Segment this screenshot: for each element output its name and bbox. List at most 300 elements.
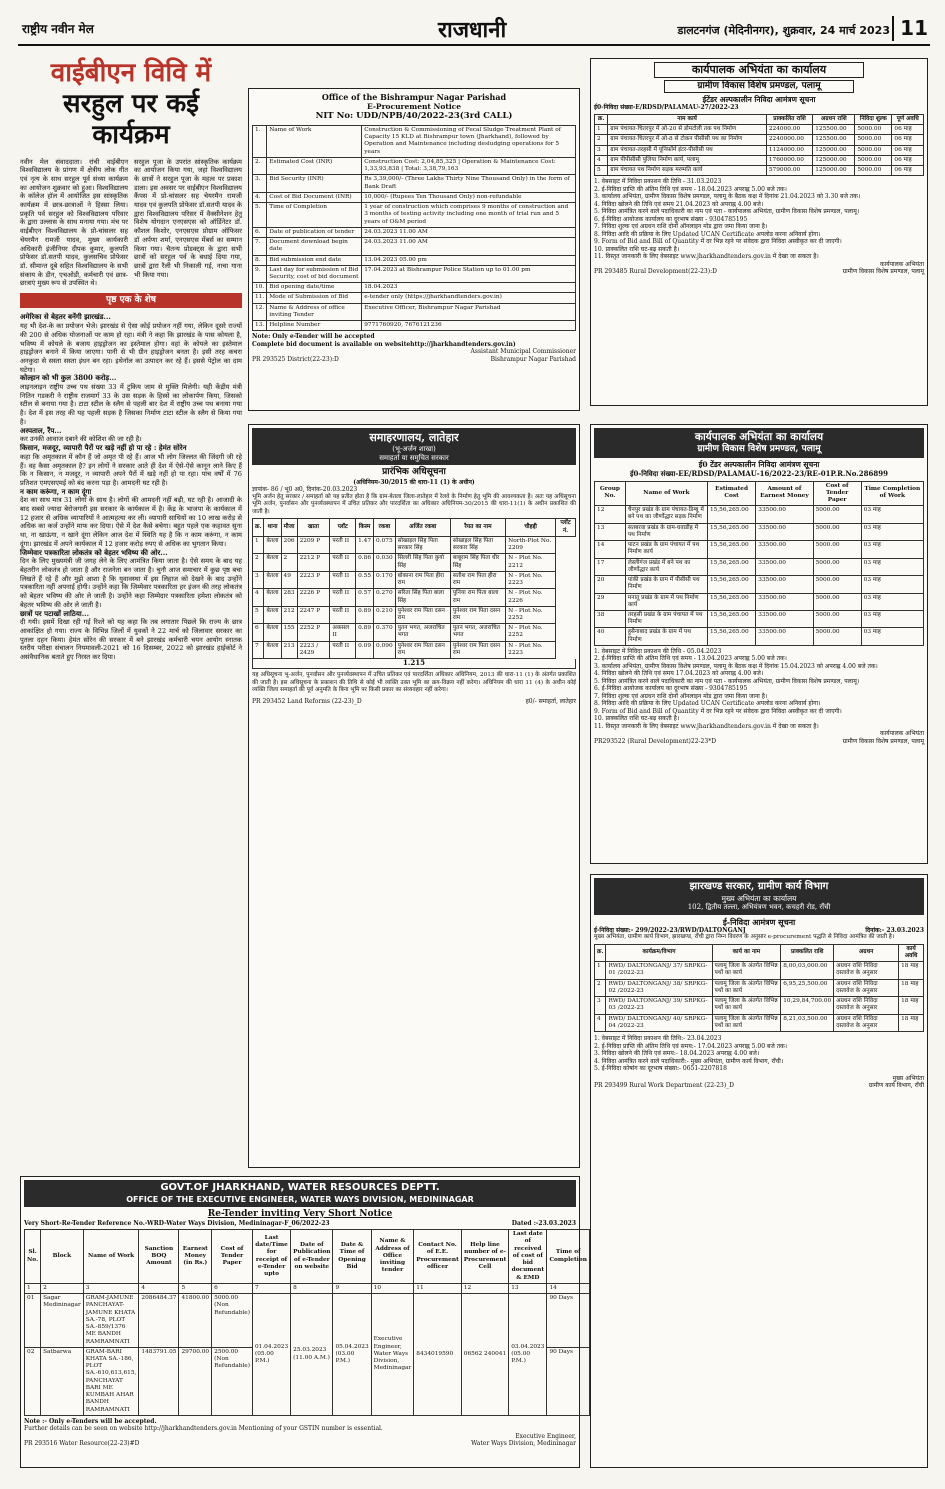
table-cell: 8,21,03,500.00 — [781, 1014, 834, 1031]
table-row — [595, 1014, 924, 1031]
row-label: Helpline Number — [267, 321, 362, 331]
exec1-ref: ई0-निविदा संख्या-E/RDSD/PALAMAU-27/2022-23 — [594, 104, 739, 112]
note-item: 4. निविदा खोलने की तिथि एवं समय 17.04.2023 को अपराह्न 4.00 बजे। — [594, 670, 764, 678]
table-cell: 0.57 — [356, 589, 374, 606]
shared-cell: 8434019590 — [414, 1294, 461, 1416]
table-row — [595, 135, 924, 145]
latehar-notice-title: प्रारंभिक अधिसूचना — [382, 467, 446, 478]
table-row — [253, 536, 576, 553]
exec2-header — [594, 428, 924, 458]
column-header: Date of Publication of e-Tender on website — [291, 1230, 333, 1284]
column-number: 12 — [461, 1283, 508, 1293]
bishrampur-subtitle: E-Procurement Notice — [366, 102, 462, 111]
table-cell: RWD/ DALTONGANJ/ 37/ SRPKG-01 /2022-23 — [606, 962, 712, 979]
table-cell: 18 माह — [899, 997, 924, 1014]
table-cell: 6 — [253, 624, 264, 641]
column-header: Last date of received of cost of bid document & EMD — [509, 1230, 547, 1284]
table-cell: 90 Days — [547, 1294, 590, 1348]
table-cell: 5000.00 — [813, 628, 861, 645]
table-cell: 3 — [595, 997, 606, 1014]
table-cell: 0.030 — [374, 554, 396, 571]
note-item: 11. विस्तृत जानकारी के लिए वेबसाइट www.jharkhandtenders.gov.in में देखा जा सकता है। — [594, 722, 819, 730]
table-cell: बोकाना राम पिता हीरा राम — [395, 571, 450, 588]
note-item: 4. निविदा आमंत्रित करने वाले पदाधिकारी:- मुख्य अभियंता, ग्रामीण कार्य विभाग, राँची। — [594, 1057, 784, 1065]
rural-ref-line — [594, 927, 924, 935]
table-cell: 0.370 — [374, 624, 396, 641]
table-cell: बाबूराम सिंह पिता धीर सिंह — [450, 554, 505, 571]
note-item: 5. निविदा आमंत्रित करने वाले पदाधिकारी का नाम एवं पता - कार्यपालक अभियंता, ग्रामीण विकास विशेष प्रमण्डल, पलामू। — [594, 208, 860, 216]
table-cell: 1124000.00 — [766, 145, 812, 155]
table-cell: पुनेश्वर राम पिता दसन राम — [450, 606, 505, 623]
table-cell: 2212 P — [297, 554, 330, 571]
rural-sub-1: मुख्य अभियंता का कार्यालय — [721, 893, 797, 903]
note-item: 9. Form of Bid and Bill of Quantity में दर भिन्न रहने पर संवेदक द्वारा निविदा अस्वीकृत कर दी जाएगी। — [594, 707, 842, 715]
table-cell: 06 माह — [892, 125, 924, 135]
paragraph-2: लाइनलाइन राष्ट्रीय उच्च पथ संख्या 33 में टुकिय जाम से मुक्ति मिलेगी। यही केंद्रीय मंत्री नितिन गडकरी ने राष्ट्रीय राजमार्ग 33 के उस सड़क के हिस्से का लोकार्पण किया, जिसको स्टील से बनाया गया है। टाटा स्टील के स्लैग से पहली बार देश में राष्ट्रीय उच्च पथ बनाया गया है। देश में इस तरह की यह पहली सड़क है जिसका निर्माण टाटा स्टील के स्लैग से किया गया है। — [20, 383, 242, 426]
row-value: 18.04.2023 — [362, 283, 576, 293]
table-row — [253, 283, 576, 293]
table-cell: 5000.00 — [813, 523, 861, 540]
table-row — [595, 593, 924, 610]
exec2-sign-1: कार्यपालक अभियंता — [880, 730, 924, 738]
row-label: Cost of Bid Document (INR) — [267, 192, 362, 202]
table-cell: 1 — [595, 962, 606, 979]
table-cell: 33500.00 — [756, 506, 813, 523]
table-cell: 2226 P — [297, 589, 330, 606]
table-cell: 15,56,265.00 — [707, 593, 755, 610]
table-cell: 33500.00 — [756, 541, 813, 558]
exec2-subtitle: ग्रामीण विकास विशेष प्रमण्डल, पलामू — [697, 444, 821, 455]
row-number: 5. — [253, 203, 267, 228]
table-cell: 283 — [281, 589, 297, 606]
table-cell: 20 — [595, 576, 626, 593]
bishrampur-footer — [252, 356, 576, 364]
table-cell: 2252 P — [297, 624, 330, 641]
note-item: 7. निविदा शुल्क एवं अग्रधन राशि दोनों ऑनलाइन मोड द्वारा जमा किया जाना है। — [594, 692, 768, 700]
table-cell: 18 माह — [899, 979, 924, 996]
column-header: Earnest Money (in Rs.) — [179, 1230, 212, 1284]
table-cell: 5000.00 — [855, 135, 892, 145]
column-header: प्लॉट — [330, 519, 356, 536]
table-cell: 33500.00 — [756, 593, 813, 610]
table-cell: पुतन भगत, अजराचित भगत — [395, 624, 450, 641]
column-number: 10 — [371, 1283, 414, 1293]
column-header: अग्रधन राशि — [813, 114, 855, 124]
table-cell: North-Plot No. 2209 — [506, 536, 556, 553]
table-cell: पाटन प्रखंड के ग्राम पंचायत में पथ निर्माण कार्य — [625, 541, 707, 558]
table-cell: 29700.00 — [179, 1347, 212, 1415]
rural-ref: ई-निविदा संख्या:- 299/2022-23/RWD/DALTONGANJ — [594, 926, 746, 934]
table-row — [253, 175, 576, 192]
water-ref-line — [24, 1220, 576, 1228]
table-cell: N - Plot No. 2226 — [506, 589, 556, 606]
table-cell: 90 Days — [547, 1347, 590, 1415]
table-row — [595, 628, 924, 645]
column-header: नाम कार्य — [608, 114, 767, 124]
latehar-ref: ज्ञापांक- 86 / भू0 अ0, दिनांक-20.03.2023 — [252, 486, 358, 493]
row-value: 1 year of construction which comprises 9 months of construction and 3 months of testing activity including one month of trial run and 5 years of O&M period — [362, 203, 576, 228]
row-number: 8. — [253, 255, 267, 265]
note-item: 1. वेबसाइट में निविदा प्रकाशन की तिथि - 05.04.2023 — [594, 647, 722, 655]
row-number: 12. — [253, 303, 267, 320]
table-cell: 15,56,265.00 — [707, 628, 755, 645]
column-header: कार्य का नाम — [712, 944, 781, 961]
table-row — [253, 192, 576, 202]
column-header: रकबा — [374, 519, 396, 536]
story-columns — [20, 158, 242, 289]
latehar-header — [252, 428, 576, 465]
exec1-table — [594, 114, 924, 176]
column-header: Sanction BOQ Amount — [139, 1230, 179, 1284]
table-cell: पुनेश्वर राम पिता दसन राम — [395, 641, 450, 658]
rural-sign-1: मुख्य अभियंता — [892, 1074, 924, 1082]
table-cell: 01 — [25, 1294, 41, 1348]
table-cell: 5000.00 — [855, 125, 892, 135]
column-number: 3 — [83, 1283, 139, 1293]
table-cell: सतबरवा प्रखंड के ग्राम-धवाडीह में पथ निर्माण — [625, 523, 707, 540]
column-header: अग्रधन — [834, 944, 899, 961]
column-header: Block — [41, 1230, 84, 1284]
row-number: 3. — [253, 175, 267, 192]
table-row — [595, 979, 924, 996]
table-cell: 4 — [595, 155, 608, 165]
table-cell: 06 माह — [892, 145, 924, 155]
table-cell: 5000.00 — [855, 145, 892, 155]
table-cell: बेतला — [264, 624, 281, 641]
note-item: 2. ई-निविदा प्राप्ति की अंतिम तिथि एवं समय:- 17.04.2023 अपराह्न 5.00 बजे तक। — [594, 1042, 788, 1050]
table-cell: 03 माह — [861, 541, 923, 558]
table-cell: 17 — [595, 558, 626, 575]
table-cell: बेतला — [264, 589, 281, 606]
table-cell: 33500.00 — [756, 558, 813, 575]
table-cell: ग्राम पीपीसीसी पुलिया निर्माण कार्य, पलामू — [608, 155, 767, 165]
table-cell: पलामू जिला के अंतर्गत विभिन्न पथों का कार्य — [712, 962, 781, 979]
exec1-notes — [594, 178, 924, 261]
note-item: 7. निविदा शुल्क एवं अग्रधन राशि दोनों ऑनलाइन मोड द्वारा जमा किया जाना है। — [594, 223, 768, 231]
column-header: Help line number of e-Procurement Cell — [461, 1230, 508, 1284]
table-cell: 2 — [595, 135, 608, 145]
bishrampur-table — [252, 125, 576, 331]
latehar-title: समाहरणालय, लातेहार — [369, 431, 459, 444]
table-cell: बेतला — [264, 571, 281, 588]
row-value: 17.04.2023 at Bishrampur Police Station up to 01.00 pm — [362, 265, 576, 282]
table-cell: 2 — [253, 554, 264, 571]
table-cell: पांकी प्रखंड के ग्राम में पीसीसी पथ निर्माण — [625, 576, 707, 593]
rural-notes — [594, 1035, 924, 1073]
row-label: Document download begin date — [267, 238, 362, 255]
table-cell: GRAM-BARI KHATA SA.-186, PLOT SA.-610,613,615, PANCHAYAT BARI ME KUMBAH AHAR BANDH RAMRAMNATI — [83, 1347, 139, 1415]
latehar-notice — [248, 424, 580, 1168]
table-cell: 03 माह — [861, 593, 923, 610]
table-cell: Satbarwa — [41, 1347, 84, 1415]
row-number: 7. — [253, 238, 267, 255]
table-cell: 38 — [595, 611, 626, 628]
table-cell: 5 — [595, 166, 608, 176]
row-label: Date of publication of tender — [267, 227, 362, 237]
table-cell: 06 माह — [892, 155, 924, 165]
rural-pr: PR 293499 Rural Work Department (22-23)_D — [594, 1082, 734, 1090]
table-cell: परती II — [330, 606, 356, 623]
table-cell: सिल्ली सिंह पिता कुयो सिंह — [395, 554, 450, 571]
bishrampur-office: Office of the Bishrampur Nagar Parishad — [321, 92, 507, 102]
table-cell: 2247 P — [297, 606, 330, 623]
rural-title: झारखण्ड सरकार, ग्रामीण कार्य विभाग — [689, 881, 829, 892]
exec2-notice: ई0 टेंडर अल्पकालीन निविदा आमंत्रण सूचना — [698, 460, 820, 470]
column-header: थाना — [264, 519, 281, 536]
column-header: Sl. No. — [25, 1230, 41, 1284]
table-cell: 0.090 — [374, 641, 396, 658]
column-number: 4 — [139, 1283, 179, 1293]
table-cell: 5000.00 — [813, 576, 861, 593]
table-cell: ग्राम पंचायत-चितरपुर में ओ-8 से टोकन पीसीसी पथ का निर्माण — [608, 135, 767, 145]
exec1-notice: ईटेंडर अल्पकालीन निविदा आमंत्रण सूचना — [702, 95, 816, 104]
note-item: 3. निविदा खोलने की तिथि एवं समय:- 18.04.2023 अपराह्न 4.00 बजे। — [594, 1050, 760, 1058]
row-value: 24.03.2023 11.00 AM — [362, 238, 576, 255]
water-further: Further details can be seen on website http://jharkhandtenders.gov.in Mentioning of your GSTIN number is essential. — [24, 1425, 383, 1433]
note-item: 9. Form of Bid and Bill of Quantity में दर भिन्न रहने पर संवेदक द्वारा निविदा अस्वीकृत कर दी जाएगी। — [594, 238, 842, 246]
bishrampur-pr: PR 293525 District(22-23):D — [252, 355, 339, 363]
latehar-intro: भूमि अर्जन हेतु सरकार / समाहर्ता को यह प्रतीत होता है कि ग्राम-बेतला जिला-लातेहार में रेलवे के निर्माण हेतु भूमि की आवश्यकता है। अतः यह अधिसूचना भूमि अर्जन, पुनर्वासन और पुनर्व्यवस्थापन में उचित प्रतिकर और पारदर्शिता का अधिकार अधिनियम-30/2015 की धारा-11(1) के अधीन प्रकाशित की जाती है। — [252, 493, 576, 515]
bishrampur-sign-1: Assistant Municipal Commissioner — [470, 348, 576, 356]
exec2-notes — [594, 648, 924, 731]
row-value: 24.03.2023 11.00 AM — [362, 227, 576, 237]
table-cell: 0.89 — [356, 606, 374, 623]
headline-line-1: वाईबीएन विवि में — [50, 58, 212, 88]
column-header: क्र. — [595, 114, 608, 124]
table-row — [595, 962, 924, 979]
column-header: खाता — [297, 519, 330, 536]
table-cell: 4 — [253, 589, 264, 606]
exec1-pr: PR 293485 Rural Development(22-23):D — [594, 268, 717, 276]
column-header: Group No. — [595, 481, 626, 506]
row-number: 1. — [253, 126, 267, 158]
table-cell: 0.270 — [374, 589, 396, 606]
table-cell: Sagar Medininagar — [41, 1294, 84, 1348]
note-item: 5. निविदा आमंत्रित करने वाले पदाधिकारी का नाम एवं पता - कार्यपालक अभियंता, ग्रामीण विकास विशेष प्रमण्डल, पलामू। — [594, 677, 860, 685]
table-cell: हुसैनाबाद प्रखंड के ग्राम में पथ निर्माण — [625, 628, 707, 645]
column-number: 11 — [414, 1283, 461, 1293]
table-cell: 579000.00 — [766, 166, 812, 176]
table-row — [595, 125, 924, 135]
note-item: 10. प्राक्कलित राशि घट-बढ़ सकती है। — [594, 715, 680, 723]
rural-table — [594, 944, 924, 1032]
table-cell: 2223 P — [297, 571, 330, 588]
table-cell: 10,29,84,700.00 — [781, 997, 834, 1014]
table-cell: 2240000.00 — [766, 135, 812, 145]
shared-cell: 03.04.2023 (05.00 P.M.) — [509, 1294, 547, 1416]
row-label: Name & Address of office inviting Tender — [267, 303, 362, 320]
table-cell: 1.47 — [356, 536, 374, 553]
table-cell: N - Plot No. 2252 — [506, 624, 556, 641]
rural-intro: मुख्य अभियंता, ग्रामीण कार्य विभाग, झारखण्ड, राँची द्वारा निम्न विवरण के अनुसार e-procurement पद्धति से निविदा आमंत्रित की जाती है। — [594, 934, 895, 941]
table-cell: 125000.00 — [813, 155, 855, 165]
table-cell: 49 — [281, 571, 297, 588]
table-row — [253, 265, 576, 282]
rural-sub-2: 102, द्वितीय तल्ला, अभियंत्रण भवन, कचहरी रोड, राँची — [687, 902, 831, 911]
row-value: 13.04.2023 05.00 pm — [362, 255, 576, 265]
row-value: Construction Cost: 2,04,85,325 | Operation & Maintenance Cost: 1,33,93,838 | Total: 3,38,79,163 — [362, 157, 576, 174]
table-cell: बेतला — [264, 536, 281, 553]
table-cell: मनातू प्रखंड के ग्राम में पथ निर्माण कार्य — [625, 593, 707, 610]
water-sign — [471, 1433, 576, 1448]
water-note: Note :- Only e-Tenders will be accepted. — [24, 1417, 157, 1425]
row-number: 6. — [253, 227, 267, 237]
column-header: चौहद्दी — [506, 519, 556, 536]
note-item: 11. विस्तृत जानकारी के लिए वेबसाइट www.jharkhandtenders.gov.in में देखा जा सकता है। — [594, 253, 819, 261]
paragraph-3: कर उनकी आवाज दबाने की कोशिश की जा रही है। — [20, 435, 142, 444]
exec2-ref: ई0-निविदा संख्या-EE/RDSD/PALAMAU-16/2022-23/RE-01P.R.No.286899 — [630, 468, 888, 478]
table-cell: अग्रधन राशि निविदा दस्तावेज के अनुसार — [834, 962, 899, 979]
table-row — [253, 255, 576, 265]
water-title: GOVT.OF JHARKHAND, WATER RESOURCES DEPTT. — [160, 1182, 440, 1193]
note-item: 6. ई-निविदा आयोजक कार्यालय का दूरभाष संख्या - 9304785195 — [594, 215, 748, 223]
section-title: राजधानी — [438, 17, 507, 43]
rural-date: दिनांक:- 23.03.2023 — [865, 926, 924, 934]
latehar-table — [252, 518, 576, 659]
table-cell: 212 — [281, 606, 297, 623]
column-header: प्लॉट नं. — [556, 519, 576, 536]
latehar-pr: PR 293452 Land Reforms (22-23)_D — [252, 697, 362, 705]
table-cell: 18 माह — [899, 962, 924, 979]
table-cell: 15,56,265.00 — [707, 611, 755, 628]
table-row — [253, 321, 576, 331]
rural-works-notice — [590, 874, 928, 1468]
table-row — [253, 126, 576, 158]
table-cell: 2209 P — [297, 536, 330, 553]
water-dated: Dated :-23.03.2023 — [511, 1219, 576, 1227]
table-cell: अग्रधन राशि निविदा दस्तावेज के अनुसार — [834, 1014, 899, 1031]
table-cell: 03 माह — [861, 558, 923, 575]
column-number: 2 — [41, 1283, 84, 1293]
note-item: 2. ई-निविदा प्राप्ति की अंतिम तिथि एवं समय - 18.04.2023 अपराह्न 5.00 बजे तक। — [594, 185, 787, 193]
table-cell: बेतला — [264, 554, 281, 571]
table-cell: 5000.00 — [813, 611, 861, 628]
column-header: कार्यक्रम/विभाग — [606, 944, 712, 961]
table-cell: N - Plot No. 2223 — [506, 641, 556, 658]
table-cell: 41800.00 — [179, 1294, 212, 1348]
table-cell: 5000.00 (Non Refundable) — [212, 1294, 253, 1348]
table-cell: 5000.00 — [855, 155, 892, 165]
table-cell: 0.86 — [356, 554, 374, 571]
table-cell: 29 — [595, 593, 626, 610]
water-resources-notice — [20, 1176, 587, 1468]
exec2-title: कार्यपालक अभियंता का कार्यालय — [694, 431, 824, 443]
water-header — [24, 1180, 576, 1207]
table-cell: RWD/ DALTONGANJ/ 39/ SRPKG-03 /2022-23 — [606, 997, 712, 1014]
table-row — [595, 997, 924, 1014]
table-cell: 224000.00 — [766, 125, 812, 135]
column-header: क्र. — [253, 519, 264, 536]
table-cell: पलामू जिला के अंतर्गत विभिन्न पथों का कार्य — [712, 1014, 781, 1031]
water-pr: PR 293516 Water Resource(22-23)#D — [24, 1440, 140, 1448]
row-value: 9771760920, 7676121236 — [362, 321, 576, 331]
water-sign-1: Executive Engineer, — [515, 1432, 576, 1440]
table-cell: 7 — [253, 641, 264, 658]
bishrampur-notice — [248, 88, 580, 411]
headline-line-2: सरहुल पर कई कार्यक्रम — [63, 89, 199, 151]
water-table — [24, 1229, 590, 1416]
column-header: कार्य अवधि — [899, 944, 924, 961]
table-cell: परती II — [330, 536, 356, 553]
rural-notice-title: ई-निविदा आमंत्रण सूचना — [722, 916, 796, 927]
exec1-sign-2: ग्रामीण विकास विशेष प्रमण्डल, पलामू — [842, 268, 924, 276]
column-header: Time Completion of Work — [861, 481, 923, 506]
shared-cell: 25.03.2023 (11.00 A.M.) — [291, 1294, 333, 1416]
shared-cell: 01.04.2023 (05.00 P.M.) — [252, 1294, 290, 1416]
table-cell: 4 — [595, 1014, 606, 1031]
water-sign-2: Water Ways Division, Medininagar — [471, 1440, 576, 1448]
subhead-6: जिम्मेवार पत्रकारिता लोकतंत्र को बेहतर भविष्य की ओर... — [20, 547, 168, 557]
table-row — [253, 157, 576, 174]
story-column-1: नवीन मेल संवाददाता। रांची वाईबीएन विश्वविद्यालय के प्रांगण में क्षेत्रीय लोक गीत एवं नृत्य के साथ सरहुल पूर्व संध्या कार्यक्रम का आयोजन शुक्रवार को हुआ। विश्वविद्यालय के कॉलेज हॉल में आयोजित इस सांस्कृतिक कार्यक्रम में छात्र-छात्राओं ने हिस्सा लिया। प्रकृति पर्व सरहुल को विश्वविद्यालय परिवार के द्वारा उल्लास के साथ मनाया गया। मंच पर वाईबीएन विश्वविद्यालय के प्रो-चांसलर सह चेयरमैन रामजी यादव, मुख्य कार्यकारी अधिकारी इंजीनियर दीपक कुमार, कुलपति प्रोफेसर डॉ.सतपी यादव, कुलसचिव प्रोफेसर डॉ. सीमान्त दूबे सहित विश्वविद्यालय के सभी संकाय के डीन, एचओडी, कर्मचारी एवं छात्र-छात्राएं मुख्य रूप से उपस्थित थे। — [20, 157, 128, 288]
column-header: पूर्ण अवधि — [892, 114, 924, 124]
story-column-2: सरहुल पूजा के उपरांत सांस्कृतिक कार्यक्रम का आयोजन किया गया, जहां विश्वविद्यालय के छात्रों ने सरहुल पूजा के महत्व पर प्रकाश डाला। इस अवसर पर वाईबीएन विश्वविद्यालय कैंपस में प्रो-चांसलर सह चेयरमैन रामजी यादव एवं कुलपति प्रोफेसर डॉ.सतपी यादव के द्वारा विश्वविद्यालय परिसर में वैक्सीनेशन हेतु विशेष योगदान एनएसएस को ऑर्डिनेटर डॉ. कौशल किशोर, एनएसएस प्रोग्राम ऑफिसर डॉ अर्पणा शर्मा, एनएसएस मेंबर्स का सम्मान किया गया। चैतन्य प्रोडक्ट्स के द्वारा सभी छात्रों को सरहुल पर्व के बधाई दिया गया, छात्रों द्वारा रैली भी निकाली गई, नाचा गाना भी किया गया। — [134, 157, 242, 279]
subhead-2: कोल्हान को भी कुल 3800 करोड़... — [20, 373, 117, 383]
column-number: 14 — [547, 1283, 590, 1293]
table-cell: 06 माह — [892, 135, 924, 145]
table-cell: 5000.00 — [813, 558, 861, 575]
table-cell: परती II — [330, 641, 356, 658]
table-cell: 2 — [595, 979, 606, 996]
table-cell: 1483791.05 — [139, 1347, 179, 1415]
table-cell: अग्रधन राशि निविदा दस्तावेज के अनुसार — [834, 979, 899, 996]
table-cell: 5000.00 — [855, 166, 892, 176]
table-cell: लेस्लीगंज प्रखंड में बने पथ का जीर्णोद्धार कार्य — [625, 558, 707, 575]
table-row — [595, 576, 924, 593]
table-cell: पुनेश्वर राम पिता दसन राम — [395, 606, 450, 623]
table-cell: बेतला — [264, 641, 281, 658]
exec-engineer-notice-2 — [590, 424, 928, 864]
table-row — [595, 541, 924, 558]
table-row — [253, 238, 576, 255]
shared-cell: 05.04.2023 (03.00 P.M.) — [333, 1294, 371, 1416]
row-label: Last day for submission of Bid Security, cost of bid document — [267, 265, 362, 282]
latehar-sign: ह0/- समाहर्ता, लातेहार — [525, 697, 576, 705]
latehar-footer — [252, 698, 576, 706]
note-item: 8. निविदा आदि की प्रक्रिया के लिए Updated UCAN Certificate अपलोड करना अनिवार्य होगा। — [594, 230, 821, 238]
table-cell: RWD/ DALTONGANJ/ 38/ SRPKG-02 /2022-23 — [606, 979, 712, 996]
note-item: 2. ई-निविदा प्राप्ति की अंतिम तिथि एवं समय - 13.04.2023 अपराह्न 5.00 बजे तक। — [594, 655, 787, 663]
rural-sign-2: ग्रामीण कार्य विभाग, राँची — [868, 1082, 924, 1090]
column-number: 9 — [333, 1283, 371, 1293]
paragraph-5: देश का साथ मात्र 31 लोगों के साथ है। लोगों की आमदनी नहीं बढ़ी, घट रही है। आजादी के बाद सबसे ज्यादा बेरोजगारी इस सरकार के कार्यकाल में है। केंद्र के भाजपा के कार्यकाल में 12 हजार से अधिक व्यापारियों ने आत्महत्या कर ली। व्यापारी साथियों का 10 लाख करोड़ से अधिक का कर्ज उन्होंने माफ कर दिया। ऐसे में देश कैसे बचेगा। बहुत पहले एक कहावत सुना था, ना खाऊंगा, न खाने दूंगा लेकिन आज देश में स्थिति यह है कि न काम करूंगा, न काम दूंगा। झारखंड में अपने कार्यकाल में 12 हजार करोड़ रुपए से अधिक का भुगतान किया। — [20, 496, 242, 548]
table-cell: 2500.00 (Non Refundable) — [212, 1347, 253, 1415]
shared-cell: 06562 240041 — [461, 1294, 508, 1416]
column-header: Last date/Time for receipt of e-Tender upto — [252, 1230, 290, 1284]
table-cell: पुतन भगत, अजराचित भगत — [450, 624, 505, 641]
table-cell: 0.55 — [356, 571, 374, 588]
table-cell: 15,56,265.00 — [707, 506, 755, 523]
table-cell: 06 माह — [892, 166, 924, 176]
story-headline — [20, 58, 242, 152]
table-row — [595, 145, 924, 155]
table-cell: 6,95,25,500.00 — [781, 979, 834, 996]
table-cell: 13 — [595, 523, 626, 540]
water-subtitle: OFFICE OF THE EXECUTIVE ENGINEER, WATER WAYS DIVISION, MEDININAGAR — [126, 1194, 474, 1204]
page-number: 11 — [892, 16, 928, 41]
table-row — [253, 606, 576, 623]
latehar-act: (अधिनियम-30/2015 की धारा-11 (1) के अधीन) — [353, 478, 475, 486]
news-story — [20, 58, 242, 1168]
row-number: 9. — [253, 265, 267, 282]
table-cell: 15,56,265.00 — [707, 523, 755, 540]
rural-footer — [594, 1082, 924, 1090]
column-number: 7 — [252, 1283, 290, 1293]
column-header: अर्जित रकबा — [395, 519, 450, 536]
table-cell: 15,56,265.00 — [707, 541, 755, 558]
column-header: Name & Address of Office inviting tender — [371, 1230, 414, 1284]
paragraph-4: कहा कि अमृतकाल में कौन हैं जो अमृत पी रहे हैं। आज भी लोग जिल्लत की जिंदगी जी रहे हैं। वह कैसा अमृतकाल है? इन लोगों ने सरकार आते ही देश में ऐसे-ऐसे कानून लाने किए हैं कि न किसान, न मजदूर, न व्यापारी अपने पैरों में खड़े नहीं हो पा रहा। पांच वर्षों में 76 प्रतिशत एमएसएमई को बंद करना पड़ा है। आमदनी घट रही है। — [20, 452, 242, 487]
